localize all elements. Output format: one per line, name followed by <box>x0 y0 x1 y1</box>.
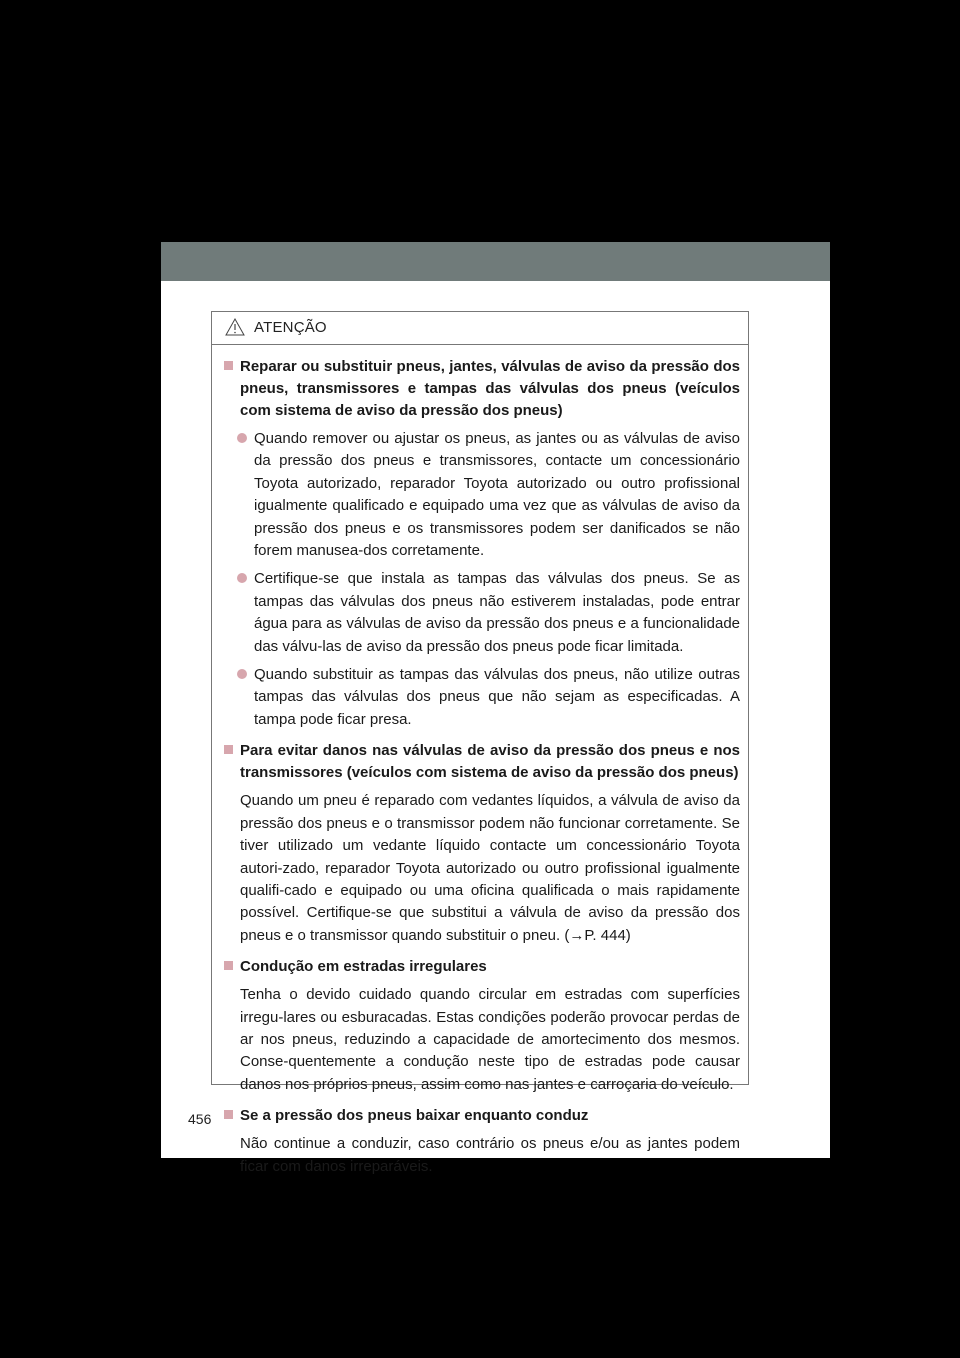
square-marker-icon <box>224 361 233 370</box>
section-title <box>224 956 740 978</box>
section-title <box>224 740 740 784</box>
square-marker-icon <box>224 961 233 970</box>
circle-bullet-icon <box>237 573 247 583</box>
page-number: 456 <box>188 1111 212 1127</box>
warning-box <box>211 311 749 1175</box>
bullet-text: Quando remover ou ajustar os pneus, as jantes ou as válvulas de aviso da pressão dos pneus e transmissores, contacte um concessionário Toyota autorizado, reparador Toyota autorizado ou outro profissional igualmente qualificado e equipado uma vez que as válvulas de aviso da pressão dos pneus e os transmissores podem ser danificados se não forem manusea-dos corretamente. <box>254 430 740 560</box>
circle-bullet-icon <box>237 433 247 443</box>
bullet-item <box>224 664 740 731</box>
section-title-text: Para evitar danos nas válvulas de aviso da pressão dos pneus e nos transmissores (veículos com sistema de aviso da pressão dos pneus) <box>240 742 740 782</box>
header-band <box>161 242 830 281</box>
square-marker-icon <box>224 745 233 754</box>
section-body: Quando um pneu é reparado com vedantes líquidos, a válvula de aviso da pressão dos pneus e o transmissor podem não funcionar corretamente. Se tiver utilizado um vedante líquido contacte um concessionário Toyota autori-zado, reparador Toyota autorizado ou outro profissional igualmente qualifi-cado e equipado ou uma oficina qualificada o mais rapidamente possível. Certifique-se que substitui a válvula de aviso da pressão dos pneus e o transmissor quando substituir o pneu. (→P. 444) <box>240 792 740 944</box>
warning-box-header <box>212 312 748 345</box>
bullet-item <box>224 428 740 562</box>
warning-triangle-icon <box>225 318 245 336</box>
section-title-text: Condução em estradas irregulares <box>240 958 487 976</box>
section-title-text: Se a pressão dos pneus baixar enquanto conduz <box>240 1107 589 1125</box>
warning-box-title: ATENÇÃO <box>254 319 327 336</box>
square-marker-icon <box>224 1110 233 1119</box>
warning-content <box>224 345 740 1178</box>
bullet-item <box>224 568 740 658</box>
section-title <box>224 1105 740 1127</box>
manual-page <box>161 242 830 1175</box>
section-body: Tenha o devido cuidado quando circular em estradas com superfícies irregu-lares ou esburacadas. Estas condições poderão provocar perdas de ar nos pneus, reduzindo a capacidade de amortecimento dos mesmos. Conse-quentemente a condução neste tipo de estradas pode causar danos nos próprios pneus, assim como nas jantes e carroçaria do veículo. <box>240 986 740 1093</box>
section-title-text: Reparar ou substituir pneus, jantes, válvulas de aviso da pressão dos pneus, transmissores e tampas das válvulas dos pneus (veículos com sistema de aviso da pressão dos pneus) <box>240 358 740 419</box>
section-title <box>224 356 740 422</box>
bullet-text: Quando substituir as tampas das válvulas dos pneus, não utilize outras tampas das válvulas dos pneus que não sejam as especificadas. A tampa pode ficar presa. <box>254 666 740 728</box>
section-body: Não continue a conduzir, caso contrário os pneus e/ou as jantes podem ficar com danos irreparáveis. <box>240 1135 740 1175</box>
circle-bullet-icon <box>237 669 247 679</box>
bullet-text: Certifique-se que instala as tampas das válvulas dos pneus. Se as tampas das válvulas dos pneus não estiverem instaladas, pode entrar água para as válvulas de aviso da pressão dos pneus e a funcionalidade das válvu-las de aviso da pressão dos pneus pode ficar limitada. <box>254 570 740 655</box>
